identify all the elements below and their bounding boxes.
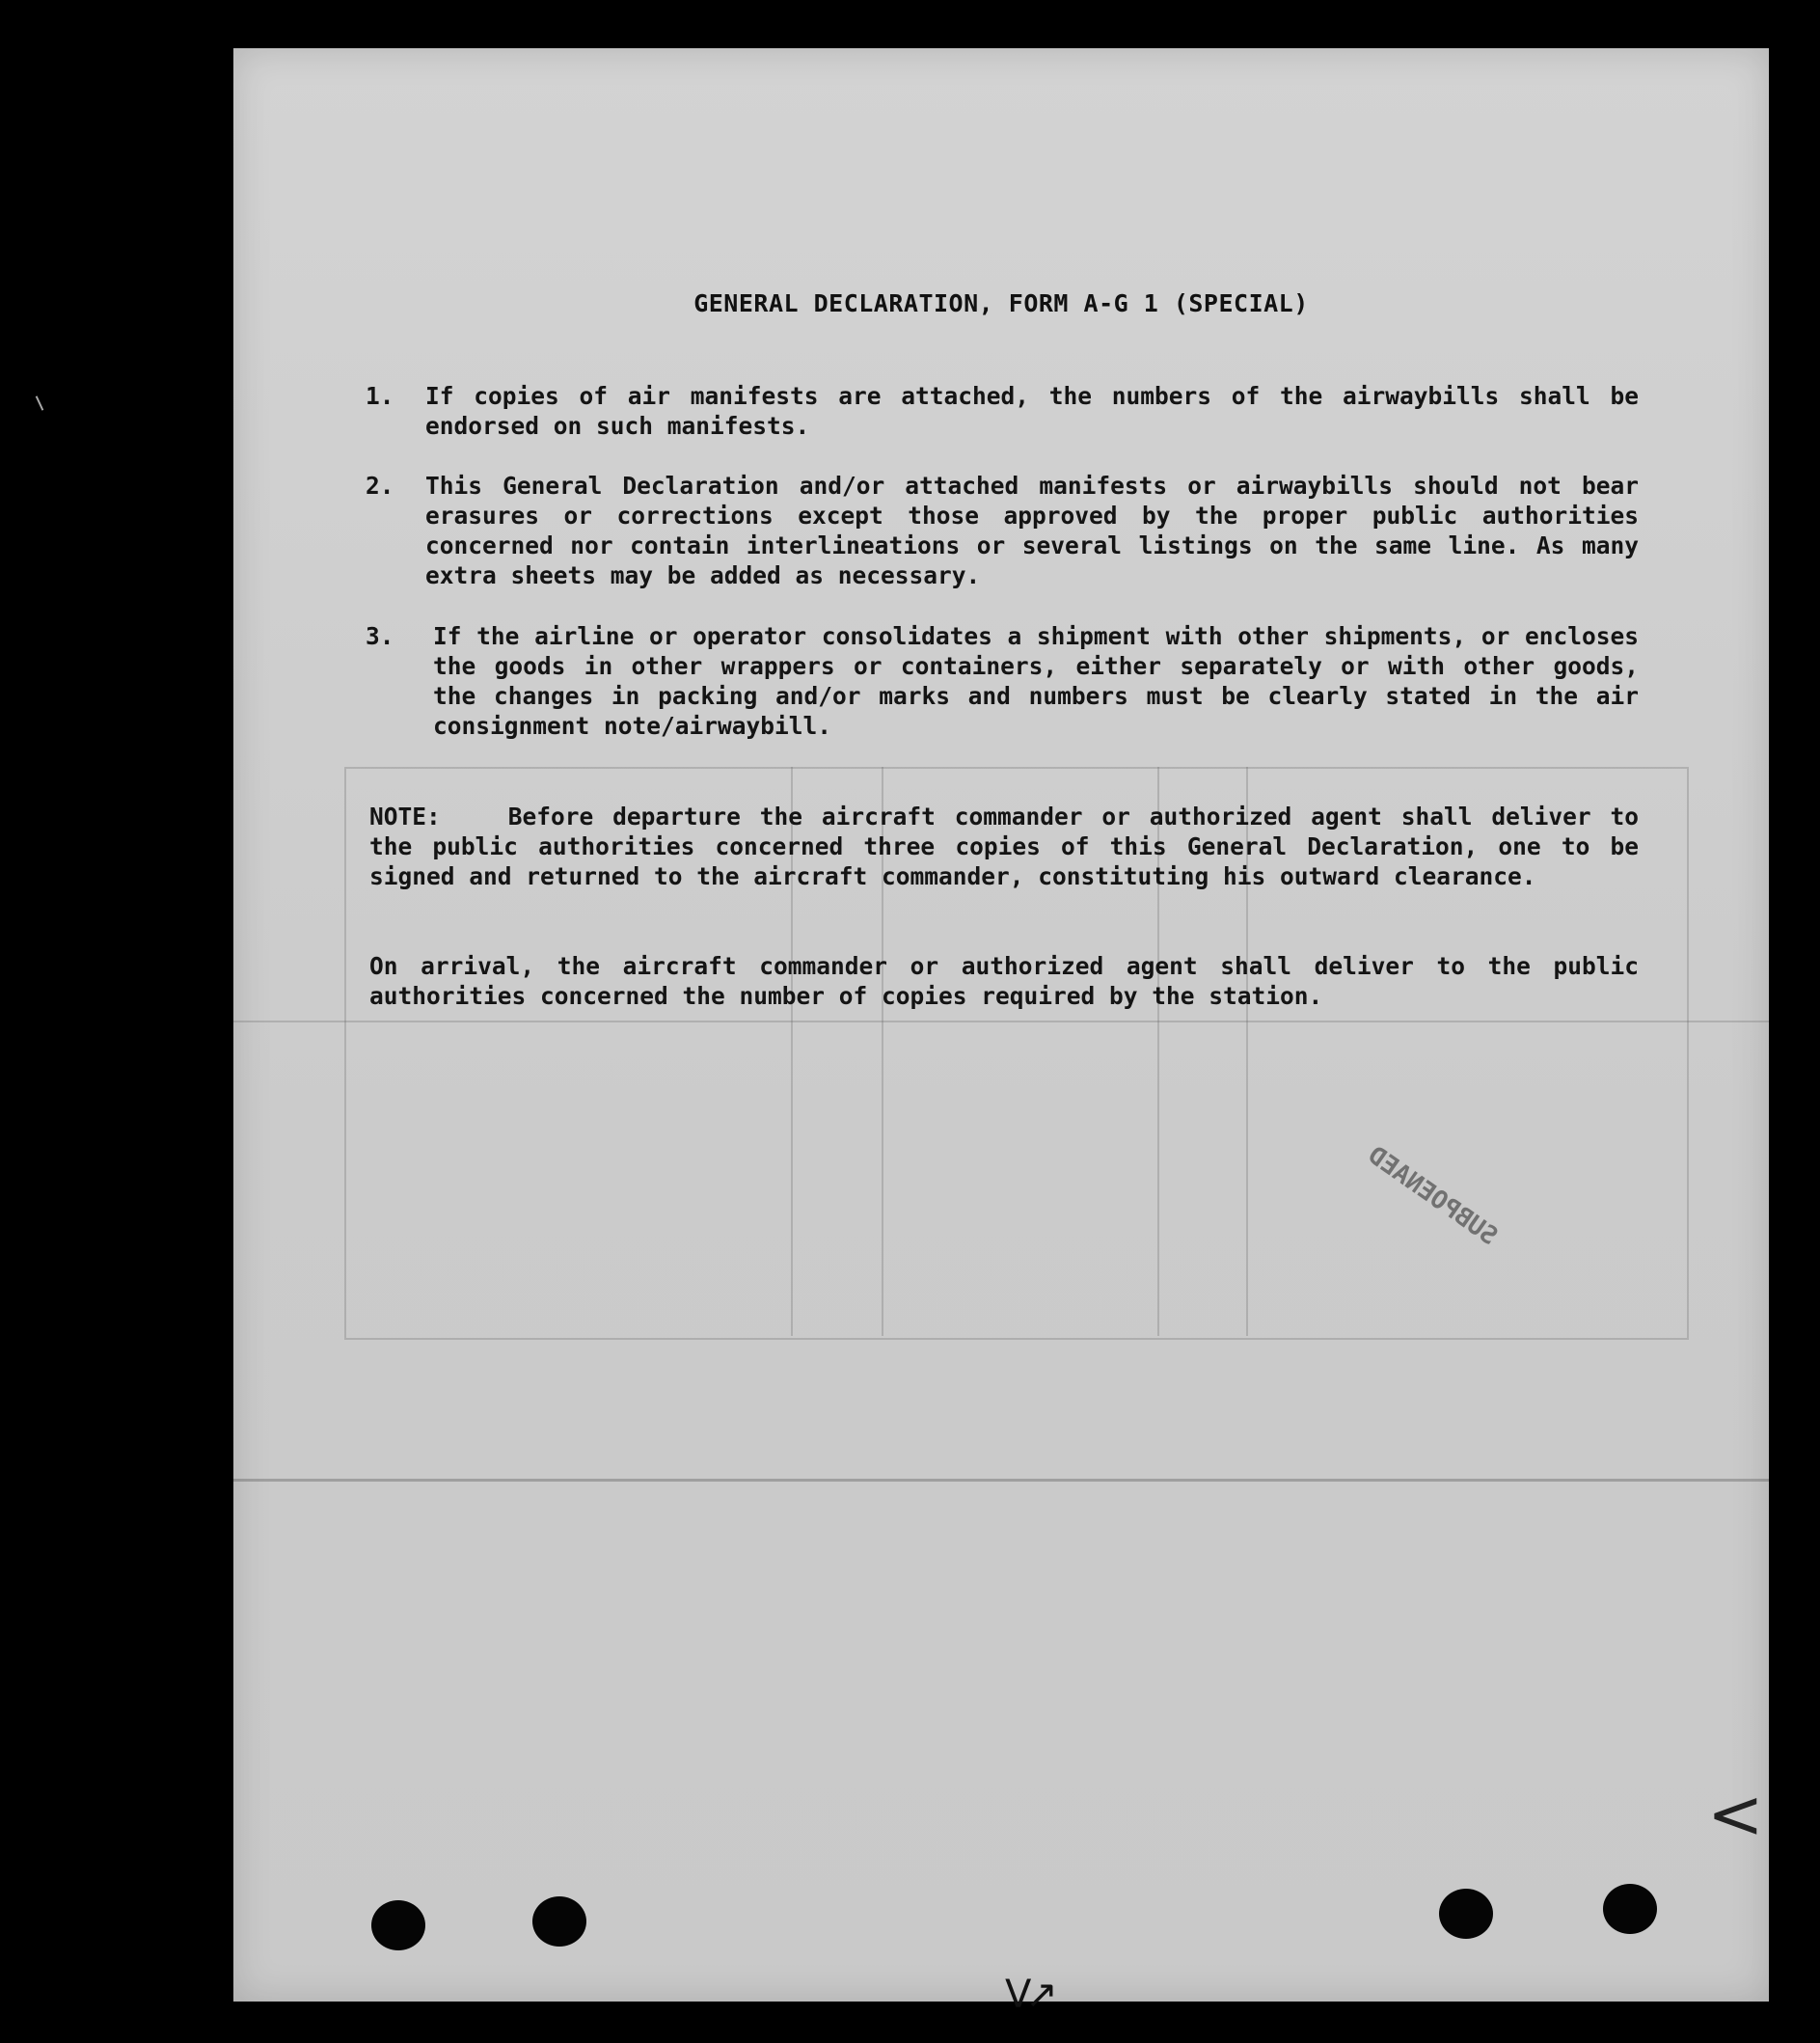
punch-hole	[1439, 1889, 1493, 1939]
item-text: If the airline or operator consolidates a shipment with other shipments, or encloses the goods in other wrappers or containers, either separately or with other goods, the changes in packing and/or marks and numbers must be clearly stated in the air consignment note/airwaybill.	[433, 622, 1639, 740]
item-text: This General Declaration and/or attached manifests or airwaybills should not bear erasures or corrections except those approved by the proper public authorities concerned nor contain interlineations or several listings on the same line. As many extra sheets may be added as necessary.	[425, 472, 1639, 589]
item-number: 3.	[366, 622, 394, 650]
paper-fold-line	[233, 1479, 1769, 1482]
item-text: If copies of air manifests are attached, the numbers of the airwaybills shall be endorsed on such manifests.	[425, 382, 1639, 440]
form-title: GENERAL DECLARATION, FORM A-G 1 (SPECIAL)	[693, 289, 1309, 317]
mirrored-stamp: SUBPOENAED	[1362, 1140, 1503, 1252]
departure-note	[369, 802, 1639, 891]
arrival-note: On arrival, the aircraft commander or authorized agent shall deliver to the public authorities concerned the number of copies required by the station.	[369, 952, 1639, 1010]
scan-speck	[36, 395, 44, 410]
bottom-margin-mark: ᐯ↗	[1005, 1973, 1052, 2017]
document-page	[233, 48, 1769, 2017]
instruction-item	[366, 621, 1639, 741]
item-number: 1.	[366, 382, 394, 410]
punch-hole	[532, 1896, 586, 1947]
margin-pencil-mark: <	[1707, 1775, 1764, 1854]
punch-hole	[371, 1900, 425, 1950]
punch-hole	[1603, 1884, 1657, 1934]
item-number: 2.	[366, 472, 394, 500]
bleed-through-rule	[233, 1021, 1769, 1022]
note-text: Before departure the aircraft commander or authorized agent shall deliver to the public authorities concerned three copies of this General Declaration, one to be signed and returned to the aircraft commander, constituting his outward clearance.	[369, 803, 1639, 890]
instruction-item	[366, 471, 1639, 590]
instruction-item	[366, 381, 1639, 441]
note-label: NOTE:	[369, 803, 441, 831]
